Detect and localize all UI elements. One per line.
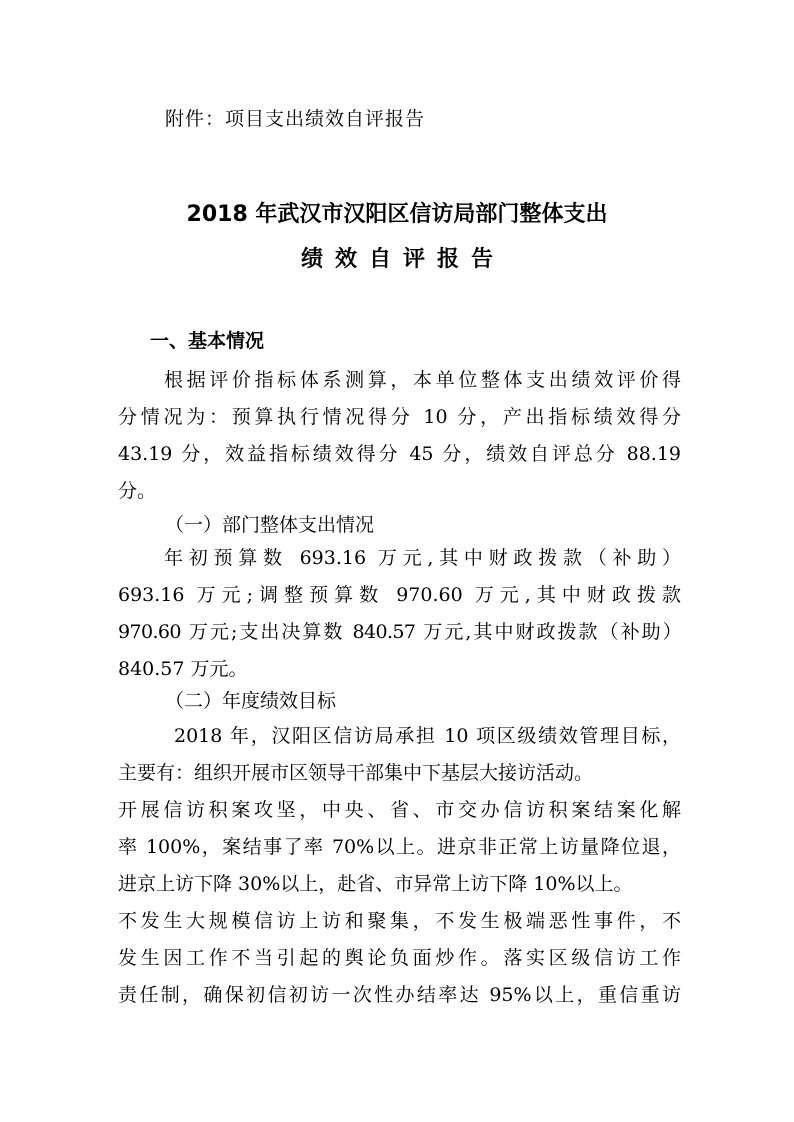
paragraph-line: 年初预算数 693.16 万元,其中财政拨款（补助） xyxy=(164,547,681,569)
expenditure-paragraph xyxy=(118,540,681,688)
paragraph-line: 693.16 万元;调整预算数 970.60 万元,其中财政拨款 xyxy=(118,584,681,606)
paragraph-line: 开展信访积案攻坚，中央、省、市交办信访积案结案化解 xyxy=(118,799,681,821)
intro-paragraph xyxy=(118,362,681,510)
attachment-label: 附件：项目支出绩效自评报告 xyxy=(165,108,426,130)
section-heading-basic-info: 一、基本情况 xyxy=(150,330,265,352)
paragraph-line: 进京上访下降 30%以上，赴省、市异常上访下降 10%以上。 xyxy=(118,873,633,895)
paragraph-line: 率 100%，案结事了率 70%以上。进京非正常上访量降位退， xyxy=(118,836,681,858)
paragraph-line: 43.19 分，效益指标绩效得分 45 分，绩效自评总分 88.19 xyxy=(118,443,681,465)
paragraph-line: 分情况为：预算执行情况得分 10 分，产出指标绩效得分 xyxy=(118,406,681,428)
paragraph-line: 主要有：组织开展市区领导干部集中下基层大接访活动。 xyxy=(118,762,594,784)
subsection-heading-performance-goals: （二）年度绩效目标 xyxy=(165,690,337,712)
paragraph-line: 发生因工作不当引起的舆论负面炒作。落实区级信访工作 xyxy=(118,947,681,969)
paragraph-line: 2018 年，汉阳区信访局承担 10 项区级绩效管理目标， xyxy=(174,725,681,747)
subsection-heading-overall-expenditure: （一）部门整体支出情况 xyxy=(165,514,375,536)
paragraph-line: 不发生大规模信访上访和聚集，不发生极端恶性事件，不 xyxy=(118,910,681,932)
paragraph-line: 根据评价指标体系测算，本单位整体支出绩效评价得 xyxy=(164,369,681,391)
paragraph-line: 970.60 万元;支出决算数 840.57 万元,其中财政拨款（补助） xyxy=(118,621,681,643)
goals-paragraph xyxy=(118,718,681,1014)
report-title-line-1: 2018 年武汉市汉阳区信访局部门整体支出 xyxy=(186,202,608,227)
paragraph-line: 840.57 万元。 xyxy=(118,658,248,680)
paragraph-line: 分。 xyxy=(118,480,157,502)
report-title-line-2: 绩效自评报告 xyxy=(300,247,505,272)
paragraph-line: 责任制，确保初信初访一次性办结率达 95%以上，重信重访 xyxy=(118,984,681,1006)
